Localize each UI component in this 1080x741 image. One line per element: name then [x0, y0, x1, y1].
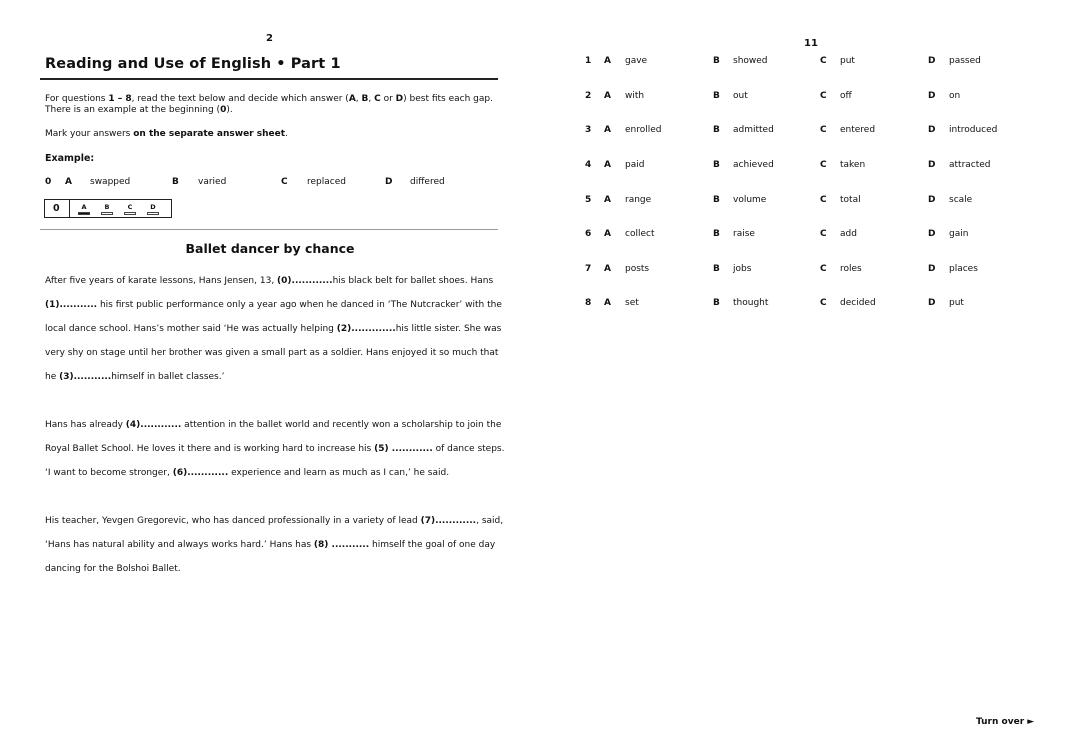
separator: ,: [368, 94, 375, 104]
option-word: gave: [625, 56, 648, 66]
option-letter: D: [928, 125, 936, 135]
text-segment: his black belt for ballet shoes. Hans: [332, 276, 494, 286]
answer-bubble: [147, 212, 159, 215]
text-segment: attention in the ballet world and recently won a scholarship to join the: [181, 420, 502, 430]
gap-0: (0)............: [277, 276, 333, 286]
answer-box-divider: [69, 200, 70, 217]
question-number: 5: [585, 195, 592, 205]
answer-option-a: [76, 203, 92, 215]
example-option-word: replaced: [307, 177, 346, 187]
instructions: [45, 94, 500, 116]
text-line: [45, 468, 449, 478]
text-segment: himself in ballet classes.’: [111, 372, 225, 382]
answer-option-letter: D: [150, 203, 156, 211]
example-option-word: swapped: [90, 177, 131, 187]
text-line: [45, 516, 503, 526]
example-option-letter: A: [65, 177, 72, 187]
option-word: enrolled: [625, 125, 662, 135]
option-word: entered: [840, 125, 876, 135]
separator: ,: [355, 94, 362, 104]
instructions-text: ) best fits each gap.: [403, 94, 493, 104]
option-word: places: [949, 264, 978, 274]
text-segment: Royal Ballet School. He loves it there and is working hard to increase his: [45, 444, 375, 454]
text-segment: his little sister. She was: [395, 324, 502, 334]
option-letter: B: [361, 94, 369, 104]
option-letter: D: [928, 56, 936, 66]
instructions-text: For questions: [45, 94, 109, 104]
option-letter: B: [713, 125, 720, 135]
title-divider: [40, 78, 498, 80]
question-number: 8: [585, 298, 592, 308]
gap-6: (6)............: [172, 468, 229, 478]
answer-option-letter: A: [81, 203, 87, 211]
text-segment: , said,: [476, 516, 504, 526]
answer-option-c: [122, 203, 138, 215]
example-option-word: varied: [198, 177, 227, 187]
option-word: roles: [840, 264, 862, 274]
answer-option-b: [99, 203, 115, 215]
option-word: volume: [733, 195, 767, 205]
text-segment: of dance steps.: [432, 444, 505, 454]
answer-option-letter: B: [104, 203, 110, 211]
option-word: add: [840, 229, 857, 239]
option-letter: D: [395, 94, 404, 104]
text-segment: local dance school. Hans’s mother said ‘He was actually helping: [45, 324, 337, 334]
question-number: 6: [585, 229, 592, 239]
text-segment: Hans has already: [45, 420, 126, 430]
mark-text: .: [285, 129, 288, 139]
example-option-letter: D: [385, 177, 393, 187]
option-letter: A: [604, 160, 611, 170]
option-letter: A: [348, 94, 356, 104]
option-letter: C: [820, 264, 827, 274]
example-number: 0: [45, 177, 52, 187]
option-letter: D: [928, 91, 936, 101]
text-segment: ‘I want to become stronger,: [45, 468, 173, 478]
question-number: 1: [585, 56, 592, 66]
example-option-word: differed: [410, 177, 445, 187]
right-page: [540, 0, 1080, 741]
option-word: off: [840, 91, 852, 101]
text-segment: himself the goal of one day: [369, 540, 496, 550]
option-word: posts: [625, 264, 650, 274]
option-letter: D: [928, 195, 936, 205]
option-word: gain: [949, 229, 969, 239]
answer-option-letter: C: [127, 203, 133, 211]
option-word: out: [733, 91, 748, 101]
option-word: scale: [949, 195, 973, 205]
option-letter: C: [820, 195, 827, 205]
option-word: with: [625, 91, 645, 101]
text-segment: dancing for the Bolshoi Ballet.: [45, 564, 181, 574]
option-letter: A: [604, 91, 611, 101]
option-letter: A: [604, 264, 611, 274]
text-line: [45, 348, 498, 358]
option-letter: C: [820, 125, 827, 135]
option-word: attracted: [949, 160, 991, 170]
option-word: thought: [733, 298, 769, 308]
text-segment: His teacher, Yevgen Gregorevic, who has danced professionally in a variety of lead: [45, 516, 421, 526]
option-word: showed: [733, 56, 768, 66]
separator: or: [380, 94, 396, 104]
page-number-left: 2: [266, 33, 273, 44]
gap-3: (3)...........: [59, 372, 112, 382]
question-number: 7: [585, 264, 592, 274]
example-number: 0: [220, 105, 227, 115]
example-answer-box: [44, 199, 172, 218]
answer-sheet-emphasis: on the separate answer sheet: [133, 129, 286, 139]
text-segment: he: [45, 372, 60, 382]
option-letter: A: [604, 195, 611, 205]
option-letter: D: [928, 160, 936, 170]
option-letter: C: [820, 298, 827, 308]
answer-bubble: [101, 212, 113, 215]
option-letter: B: [713, 160, 720, 170]
option-letter: C: [820, 160, 827, 170]
option-word: raise: [733, 229, 755, 239]
option-word: range: [625, 195, 652, 205]
option-word: collect: [625, 229, 655, 239]
gap-8: (8) ...........: [313, 540, 370, 550]
mark-answers-line: [45, 129, 288, 139]
text-segment: very shy on stage until her brother was given a small part as a soldier. Hans enjoyed it so much that: [45, 348, 499, 358]
answer-bubble: [124, 212, 136, 215]
instructions-text: , read the text below and decide which answer (: [131, 94, 349, 104]
answer-bubble-filled: [78, 212, 90, 215]
option-word: decided: [840, 298, 876, 308]
turn-over-label: Turn over ►: [976, 717, 1035, 727]
text-line: [45, 564, 181, 574]
gap-2: (2).............: [336, 324, 396, 334]
option-letter: A: [604, 229, 611, 239]
question-number: 3: [585, 125, 592, 135]
option-word: total: [840, 195, 861, 205]
option-letter: C: [374, 94, 381, 104]
answer-box-number: 0: [53, 203, 60, 214]
text-segment: his first public performance only a year ago when he danced in ‘The Nutcracker’ with the: [97, 300, 502, 310]
example-label: Example:: [45, 153, 95, 164]
option-letter: B: [713, 264, 720, 274]
text-line: [45, 300, 502, 310]
text-line: [45, 324, 501, 334]
option-letter: D: [928, 264, 936, 274]
instructions-text: There is an example at the beginning (: [45, 105, 221, 115]
question-range: 1 – 8: [108, 94, 132, 104]
text-segment: experience and learn as much as I can,’ he said.: [228, 468, 450, 478]
text-line: [45, 540, 495, 550]
option-letter: A: [604, 56, 611, 66]
page-number-right: 11: [804, 38, 818, 49]
gap-4: (4)............: [125, 420, 182, 430]
text-segment: After five years of karate lessons, Hans Jensen, 13,: [45, 276, 278, 286]
question-number: 4: [585, 160, 592, 170]
text-line: [45, 420, 501, 430]
gap-1: (1)...........: [45, 300, 98, 310]
option-letter: C: [820, 229, 827, 239]
option-letter: C: [820, 91, 827, 101]
text-line: [45, 444, 504, 454]
option-word: paid: [625, 160, 645, 170]
option-letter: C: [820, 56, 827, 66]
option-letter: B: [713, 91, 720, 101]
gap-5: (5) ............: [374, 444, 433, 454]
text-line: [45, 372, 224, 382]
option-word: jobs: [733, 264, 752, 274]
option-letter: D: [928, 229, 936, 239]
example-option-letter: B: [172, 177, 179, 187]
section-divider: [40, 229, 498, 230]
option-letter: B: [713, 195, 720, 205]
option-letter: A: [604, 125, 611, 135]
option-letter: B: [713, 56, 720, 66]
option-letter: B: [713, 298, 720, 308]
option-letter: D: [928, 298, 936, 308]
part-title: Reading and Use of English • Part 1: [45, 56, 341, 72]
option-word: admitted: [733, 125, 774, 135]
option-word: set: [625, 298, 639, 308]
gap-7: (7)............: [420, 516, 477, 526]
example-option-letter: C: [281, 177, 288, 187]
option-word: passed: [949, 56, 981, 66]
option-word: taken: [840, 160, 866, 170]
option-word: put: [949, 298, 964, 308]
instructions-text: ).: [226, 105, 233, 115]
question-number: 2: [585, 91, 592, 101]
answer-option-d: [145, 203, 161, 215]
option-letter: A: [604, 298, 611, 308]
text-segment: ‘Hans has natural ability and always works hard.’ Hans has: [45, 540, 314, 550]
option-letter: B: [713, 229, 720, 239]
option-word: put: [840, 56, 855, 66]
text-line: [45, 276, 493, 286]
mark-text: Mark your answers: [45, 129, 134, 139]
option-word: achieved: [733, 160, 774, 170]
text-title: Ballet dancer by chance: [185, 241, 355, 256]
option-word: introduced: [949, 125, 998, 135]
option-word: on: [949, 91, 961, 101]
